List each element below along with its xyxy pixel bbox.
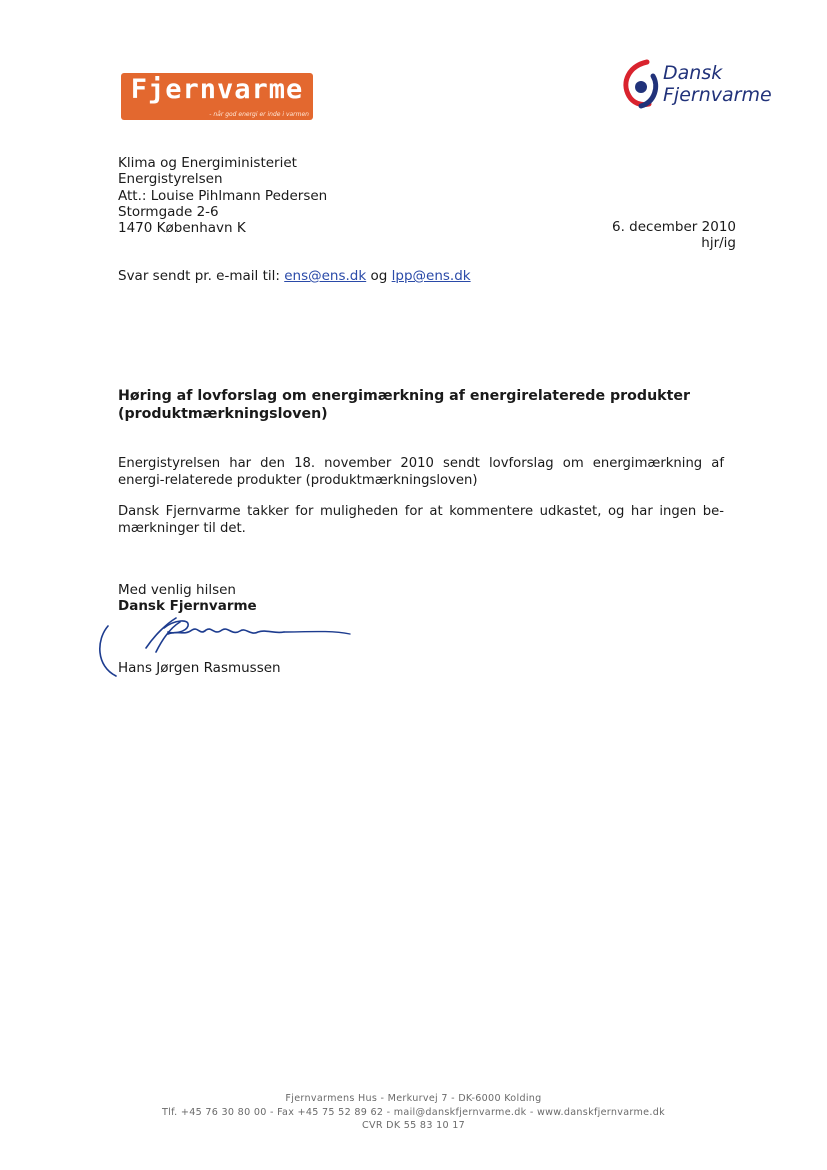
closing-greeting: Med venlig hilsen (118, 582, 236, 598)
fjernvarme-logo-tagline: - når god energi er inde i varmen (209, 111, 309, 118)
recipient-line: 1470 København K (118, 220, 246, 237)
recipient-address (118, 155, 327, 236)
dansk-fjernvarme-logo-icon (617, 58, 661, 110)
letter-subject: Høring af lovforslag om energimærkning af energirelaterede produkter (produktmærkningsloven) (118, 388, 691, 422)
logo-line-fjernvarme: Fjernvarme (663, 84, 772, 106)
signer-name: Hans Jørgen Rasmussen (118, 660, 281, 676)
reply-line (118, 268, 471, 284)
letter-date: 6. december 2010 (612, 219, 736, 235)
dansk-fjernvarme-logo-text (663, 62, 772, 106)
date-block (612, 219, 736, 252)
fjernvarme-logo-wordmark: Fjernvarme (130, 74, 304, 105)
recipient-line: Stormgade 2-6 (118, 203, 219, 220)
reply-conjunction: og (370, 268, 388, 284)
logo-line-dansk: Dansk (663, 62, 723, 84)
footer-cvr: CVR DK 55 83 10 17 (361, 1120, 466, 1131)
body-paragraph-1: Energistyrelsen har den 18. november 2010 sendt lovforslag om energimærkning af energi-relaterede produkter (produktmærkningsloven) (118, 456, 724, 488)
email-link-ens[interactable]: ens@ens.dk (284, 268, 367, 284)
fjernvarme-logo (121, 73, 313, 120)
letter-reference: hjr/ig (701, 235, 736, 252)
footer-contact: Tlf. +45 76 30 80 00 - Fax +45 75 52 89 62 - mail@danskfjernvarme.dk - www.danskfjernvarme.dk (162, 1106, 665, 1118)
recipient-line: Energistyrelsen (118, 171, 223, 188)
recipient-line: Klima og Energiministeriet (118, 155, 297, 171)
footer-address: Fjernvarmens Hus - Merkurvej 7 - DK-6000 Kolding (285, 1093, 542, 1104)
letter-footer (0, 1092, 827, 1133)
recipient-line: Att.: Louise Pihlmann Pedersen (118, 187, 328, 204)
closing-organization: Dansk Fjernvarme (118, 598, 257, 614)
body-paragraph-2: Dansk Fjernvarme takker for muligheden for at kommentere udkastet, og har ingen be-mærkninger til det. (118, 504, 724, 536)
reply-prefix: Svar sendt pr. e-mail til: (118, 268, 280, 284)
email-link-lpp[interactable]: lpp@ens.dk (391, 268, 471, 284)
